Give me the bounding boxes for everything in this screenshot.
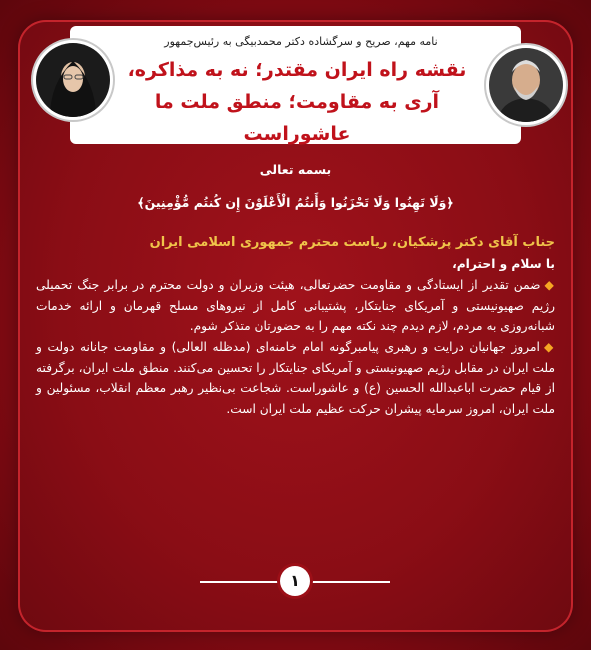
bullet-icon: ◆ bbox=[544, 277, 555, 292]
paragraph-2-text: امروز جهانیان درایت و رهبری پیامبرگونه امام خامنه‌ای (مدظله العالی) و مقاومت جانانه دولت و ملت ایران در مقابل رژیم صهیونیستی و آمریکای جنایتکار را تحسین می‌کنند. منطق ملت ایران، برگرفته از قیام حضرت اباعبدالله الحسین (ع) و عاشوراست. شجاعت بی‌نظیر رهبر معظم انقلاب، مسئولین و ملت ایران، امروز سرمایه پیشران حرکت عظیم ملت ایران است. bbox=[36, 339, 555, 417]
paragraph-2 bbox=[36, 337, 555, 420]
paragraph-1 bbox=[36, 275, 555, 337]
page-title bbox=[112, 54, 482, 150]
president-photo bbox=[486, 45, 566, 125]
header-subtitle: نامه مهم، صریح و سرگشاده دکتر محمدبیگی به رئیس‌جمهور bbox=[164, 35, 438, 48]
title-line-2: آری به مقاومت؛ منطق ملت ما عاشوراست bbox=[154, 91, 440, 145]
page-number: ۱ bbox=[280, 566, 310, 596]
basmala: بسمه تعالی bbox=[259, 162, 332, 177]
quran-verse: ﴿وَلَا تَهِنُوا وَلَا تَحْزَنُوا وَأَنتُمُ الْأَعْلَوْنَ إِن كُنتُم مُّؤْمِنِينَ﴾ bbox=[137, 194, 454, 210]
bullet-icon: ◆ bbox=[543, 339, 555, 354]
footer-line-right bbox=[310, 581, 390, 583]
letter-body bbox=[36, 160, 555, 420]
greeting: با سلام و احترام، bbox=[452, 257, 555, 272]
title-line-1: نقشه راه ایران مقتدر؛ نه به مذاکره، bbox=[127, 59, 467, 81]
paragraph-1-text: ضمن تقدیر از ایستادگی و مقاومت حضرتعالی، هیئت وزیران و دولت محترم در برابر جنگ تحمیلی رژیم صهیونیستی و آمریکای جنایتکار، پشتیبانی کامل از نیروهای مسلح قهرمان و ارائه خدمات شبانه‌روزی به مردم، لازم دیدم چند نکته مهم را به حضورتان متذکر شوم. bbox=[36, 277, 555, 334]
recipient-address: جناب آقای دکتر پزشکیان، ریاست محترم جمهوری اسلامی ایران bbox=[149, 235, 555, 251]
footer-line-left bbox=[200, 581, 280, 583]
author-photo bbox=[33, 40, 113, 120]
